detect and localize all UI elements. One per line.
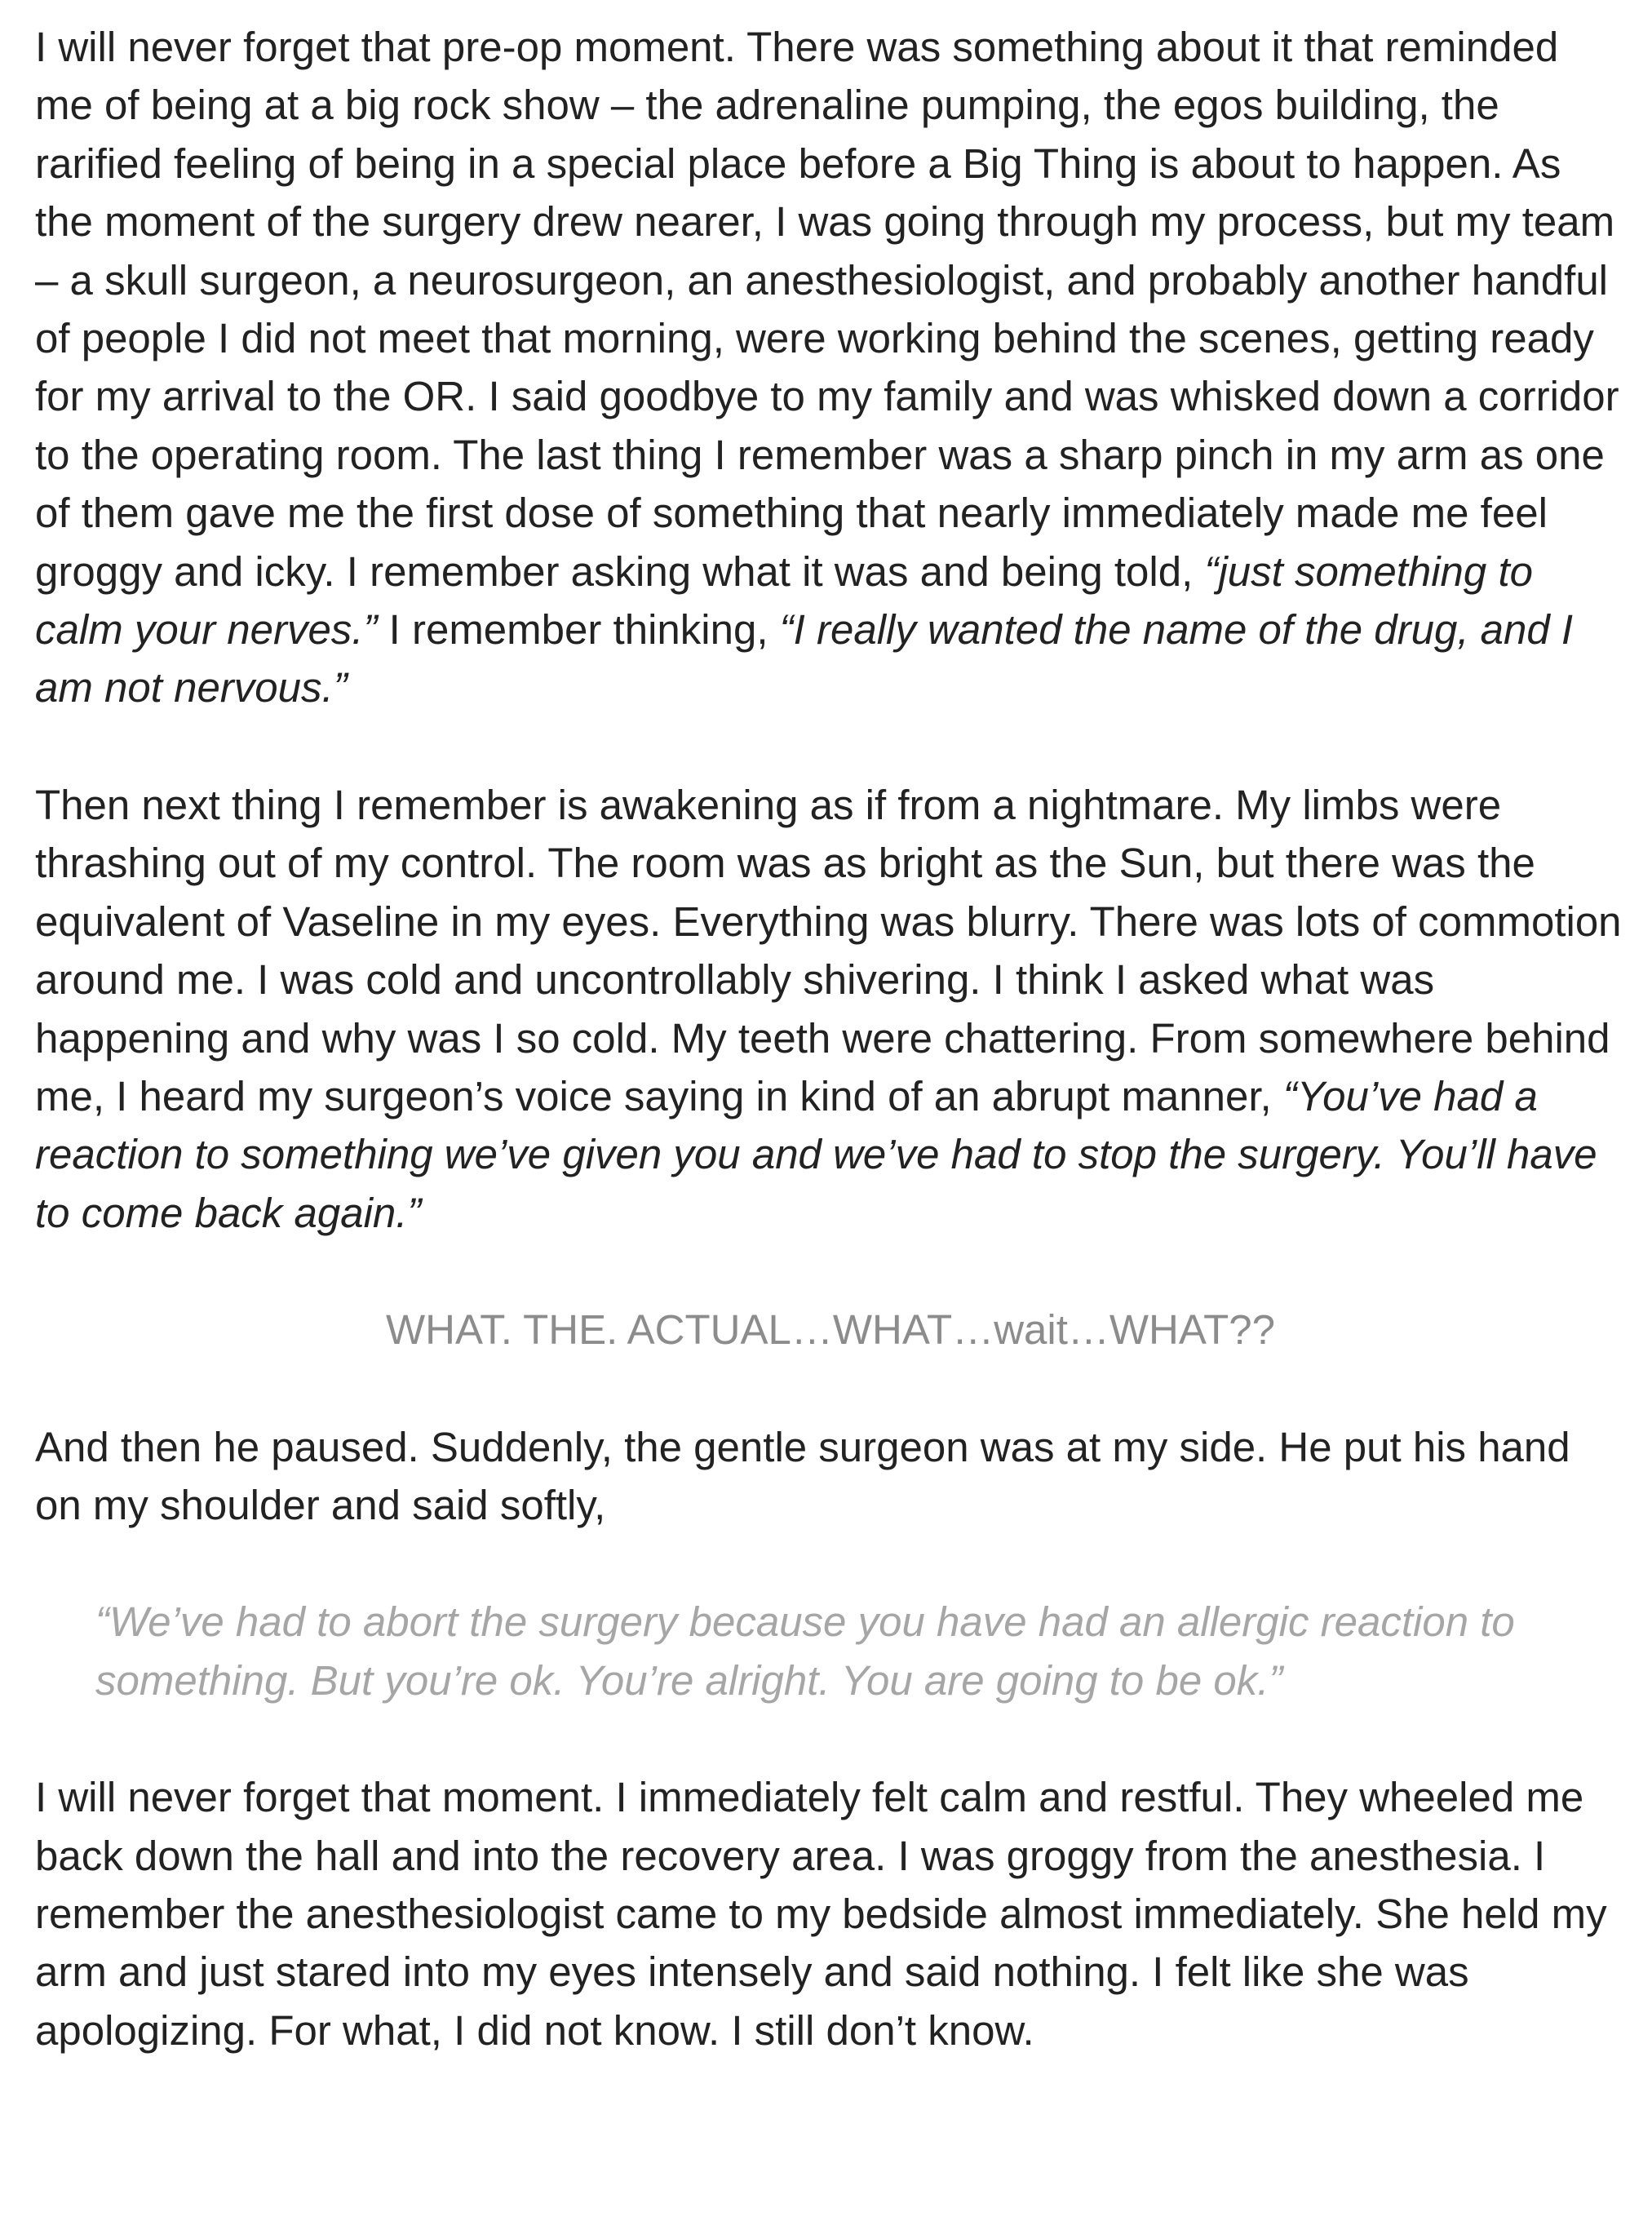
surgeon-quote: “You’ve had a reaction to something we’ve given you and we’ve had to stop the surgery. You’ll have to come back again.” — [35, 1072, 1597, 1236]
paragraph-spacer — [35, 1359, 1626, 1418]
paragraph-awakening — [35, 776, 1626, 1242]
document-body — [35, 18, 1626, 2059]
exclamation-line: WHAT. THE. ACTUAL…WHAT…wait…WHAT?? — [386, 1306, 1275, 1354]
paragraph-spacer — [35, 717, 1626, 776]
paragraph-recovery: I will never forget that moment. I immediately felt calm and restful. They wheeled me back down the hall and into the recovery area. I was groggy from the anesthesia. I remember the anesthesiologist came to my bedside almost immediately. She held my arm and just stared into my eyes intensely and said nothing. I felt like she was apologizing. For what, I did not know. I still don’t know. — [35, 1774, 1607, 2054]
nurse-quote: “just something to calm your nerves.” — [35, 547, 1533, 654]
paragraph-preop-text-continued: I remember thinking, — [377, 606, 780, 654]
block-quote: “We’ve had to abort the surgery because you have had an allergic reaction to something. But you’re ok. You’re alright. You are going to be ok.” — [95, 1598, 1515, 1704]
paragraph-spacer — [35, 1534, 1626, 1593]
paragraph-gentle-surgeon: And then he paused. Suddenly, the gentle surgeon was at my side. He put his hand on my shoulder and said softly, — [35, 1423, 1570, 1528]
paragraph-spacer — [35, 1242, 1626, 1301]
inner-thought-quote: “I really wanted the name of the drug, and I am not nervous.” — [35, 606, 1574, 712]
paragraph-spacer — [35, 1709, 1626, 1768]
paragraph-awakening-text: Then next thing I remember is awakening as if from a nightmare. My limbs were thrashing out of my control. The room was as bright as the Sun, but there was the equivalent of Vaseline in my eyes. Everything was blurry. There was lots of commotion around me. I was cold and uncontrollably shivering. I think I asked what was happening and why was I so cold. My teeth were chattering. From somewhere behind me, I heard my surgeon’s voice saying in kind of an abrupt manner, — [35, 781, 1622, 1119]
paragraph-preop-text: I will never forget that pre-op moment. There was something about it that reminded me of being at a big rock show – the adrenaline pumping, the egos building, the rarified feeling of being in a special place before a Big Thing is about to happen. As the moment of the surgery drew nearer, I was going through my process, but my team – a skull surgeon, a neurosurgeon, an anesthesiologist, and probably another handful of people I did not meet that morning, were working behind the scenes, getting ready for my arrival to the OR. I said goodbye to my family and was whisked down a corridor to the operating room. The last thing I remember was a sharp pinch in my arm as one of them gave me the first dose of something that nearly immediately made me feel groggy and icky. I remember asking what it was and being told, — [35, 24, 1619, 595]
paragraph-preop — [35, 18, 1626, 717]
